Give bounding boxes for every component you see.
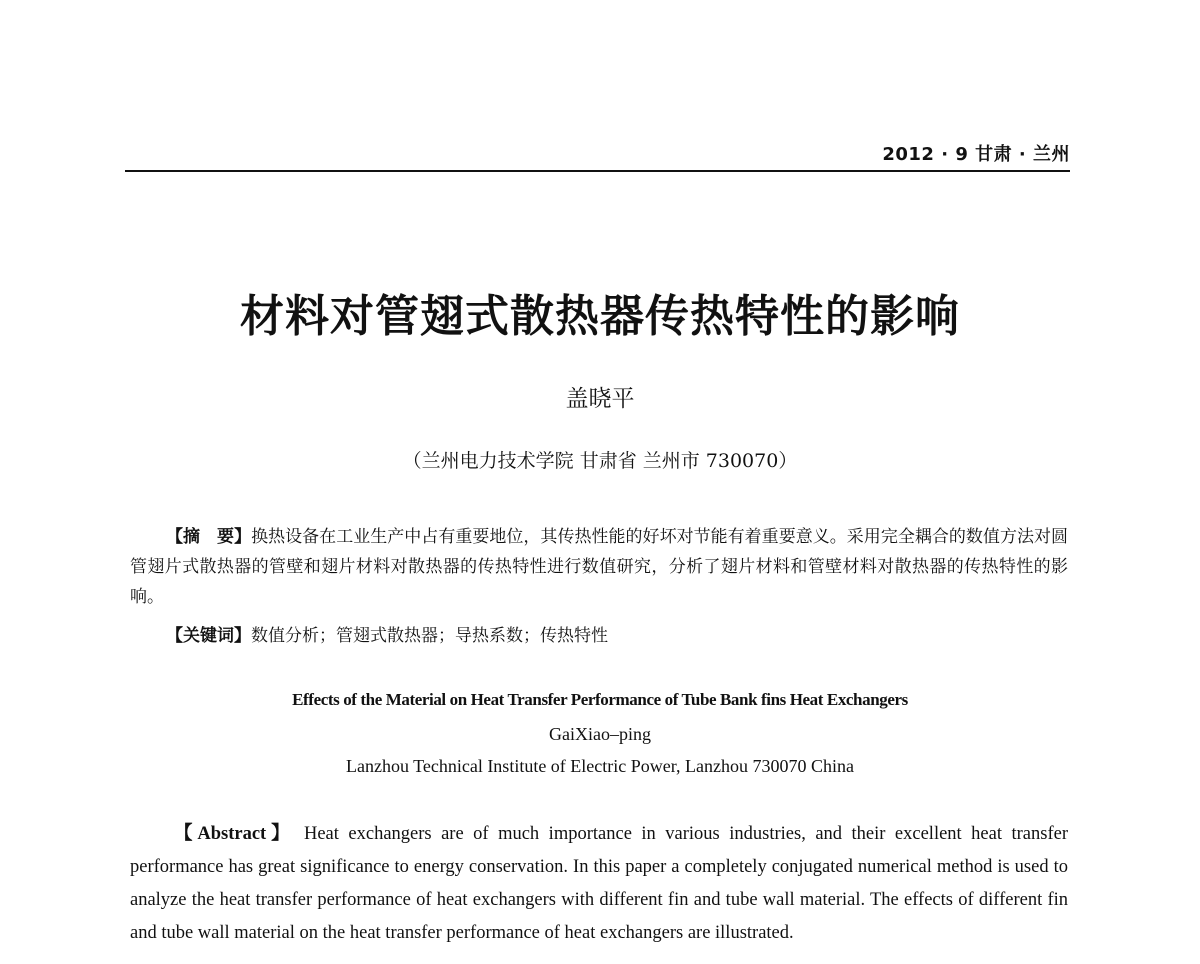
journal-issue-header: 2012 · 9 甘肃 · 兰州	[882, 144, 1070, 165]
abstract-label-en: 【Abstract】	[174, 824, 295, 844]
keywords-text-cn: 数值分析；管翅式散热器；导热系数；传热特性	[251, 626, 608, 646]
keywords-label-cn: 【关键词】	[166, 626, 251, 646]
affiliation-cn: （兰州电力技术学院 甘肃省 兰州市 730070）	[402, 450, 798, 472]
header-rule	[125, 170, 1070, 172]
paper-title-en: Effects of the Material on Heat Transfer Performance of Tube Bank fins Heat Exchangers	[292, 690, 908, 709]
author-name-cn: 盖晓平	[565, 386, 635, 412]
abstract-text-en: Heat exchangers are of much importance in various industries, and their excellent heat transfer performance has great significance to energy conservation. In this paper a completely conjugated numerical method is used to analyze the heat transfer performance of heat exchangers with different fin and tube wall material. The effects of different fin and tube wall material on the heat transfer performance of heat exchangers are illustrated.	[130, 824, 1068, 943]
abstract-en	[130, 818, 1068, 950]
author-name-en: GaiXiao–ping	[549, 724, 651, 744]
keywords-cn	[166, 621, 608, 646]
abstract-cn	[130, 522, 1068, 612]
paper-title-cn: 材料对管翅式散热器传热特性的影响	[240, 291, 960, 342]
abstract-text-cn: 换热设备在工业生产中占有重要地位，其传热性能的好坏对节能有着重要意义。采用完全耦合的数值方法对圆管翅片式散热器的管壁和翅片材料对散热器的传热特性进行数值研究，分析了翅片材料和管壁材料对散热器的传热特性的影响。	[130, 527, 1069, 607]
abstract-label-cn: 【摘 要】	[166, 527, 252, 547]
affiliation-en: Lanzhou Technical Institute of Electric Power, Lanzhou 730070 China	[345, 756, 855, 776]
